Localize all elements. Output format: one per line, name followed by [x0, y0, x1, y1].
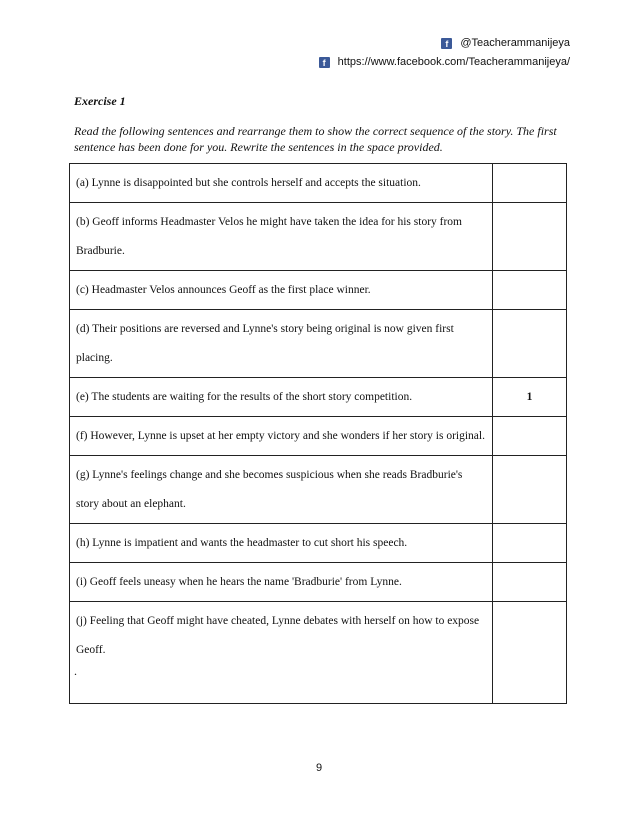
sentence-cell: (d) Their positions are reversed and Lynne's story being original is now given first placing.: [70, 310, 493, 378]
table-row: [70, 203, 567, 271]
table-row: [70, 602, 567, 704]
answer-cell[interactable]: [493, 563, 567, 602]
table-row: [70, 310, 567, 378]
sentence-cell: (e) The students are waiting for the results of the short story competition.: [70, 378, 493, 417]
table-row: [70, 524, 567, 563]
answer-cell[interactable]: [493, 524, 567, 563]
exercise-title: Exercise 1: [74, 94, 126, 108]
handle-line: [319, 34, 570, 53]
answer-cell[interactable]: [493, 310, 567, 378]
answer-cell[interactable]: [493, 203, 567, 271]
sentence-cell: (f) However, Lynne is upset at her empty victory and she wonders if her story is original.: [70, 417, 493, 456]
sentence-cell: (h) Lynne is impatient and wants the headmaster to cut short his speech.: [70, 524, 493, 563]
facebook-icon: f: [319, 57, 330, 68]
answer-cell[interactable]: [493, 417, 567, 456]
url-line: [319, 53, 570, 72]
page-number: 9: [315, 762, 323, 774]
sentence-cell: (c) Headmaster Velos announces Geoff as the first place winner.: [70, 271, 493, 310]
table-row: [70, 164, 567, 203]
table-row: [70, 456, 567, 524]
answer-cell[interactable]: [493, 602, 567, 704]
sentence-cell: (i) Geoff feels uneasy when he hears the name 'Bradburie' from Lynne.: [70, 563, 493, 602]
page-header: [319, 34, 570, 72]
answer-cell[interactable]: [493, 164, 567, 203]
answer-cell[interactable]: 1: [493, 378, 567, 417]
sentence-cell: (a) Lynne is disappointed but she controls herself and accepts the situation.: [70, 164, 493, 203]
sequence-table: [69, 163, 567, 704]
table-row: [70, 417, 567, 456]
answer-cell[interactable]: [493, 456, 567, 524]
answer-cell[interactable]: [493, 271, 567, 310]
sentence-cell: (b) Geoff informs Headmaster Velos he might have taken the idea for his story from Bradburie.: [70, 203, 493, 271]
facebook-url-link[interactable]: https://www.facebook.com/Teacherammanijeya/: [337, 56, 570, 68]
facebook-icon: f: [441, 38, 452, 49]
exercise-instructions: Read the following sentences and rearrange them to show the correct sequence of the story. The first sentence has been done for you. Rewrite the sentences in the space provided.: [74, 124, 557, 154]
sentence-cell: (g) Lynne's feelings change and she becomes suspicious when she reads Bradburie's story about an elephant.: [70, 456, 493, 524]
table-row: [70, 378, 567, 417]
table-row: [70, 563, 567, 602]
trailing-mark: .: [74, 664, 77, 678]
table-row: [70, 271, 567, 310]
handle-text: @Teacherammanijeya: [460, 37, 570, 49]
sentence-cell: (j) Feeling that Geoff might have cheated, Lynne debates with herself on how to expose Geoff.: [70, 602, 493, 704]
